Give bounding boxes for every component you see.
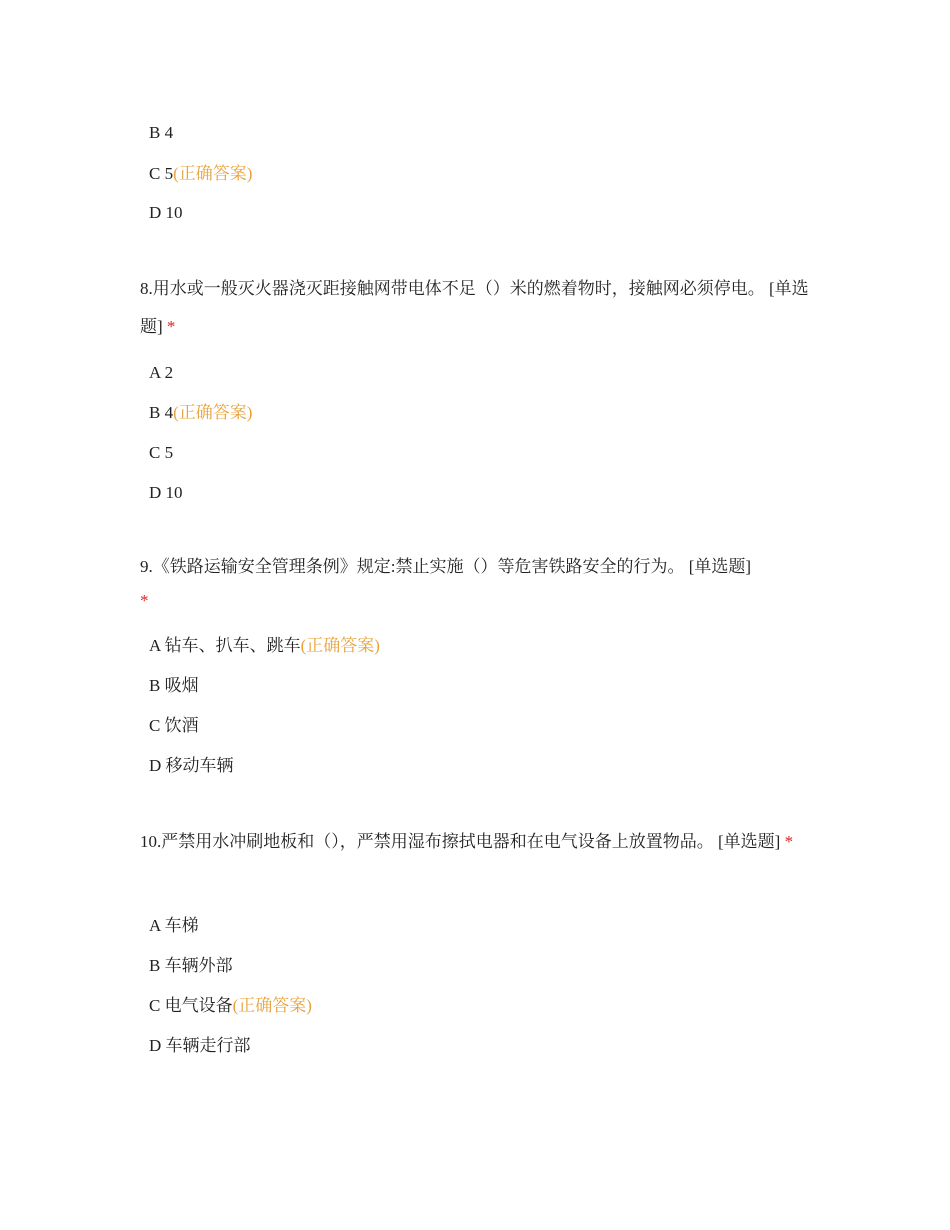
q9-option-b — [149, 674, 199, 698]
question-text: 10.严禁用水冲刷地板和（），严禁用湿布擦拭电器和在电气设备上放置物品。 [单选题] — [140, 832, 781, 851]
option-text: D 10 — [149, 483, 183, 502]
q10-option-b — [149, 954, 233, 978]
correct-answer-marker: (正确答案) — [173, 403, 253, 422]
option-text: D 10 — [149, 203, 183, 222]
correct-answer-marker: (正确答案) — [173, 164, 253, 183]
option-text: D 车辆走行部 — [149, 1036, 251, 1055]
question-10-title — [140, 823, 820, 861]
question-8-title — [140, 270, 820, 346]
q8-option-a — [149, 361, 173, 385]
required-marker: * — [166, 317, 176, 336]
q10-option-a — [149, 914, 199, 938]
q7-option-c — [149, 162, 252, 186]
q10-option-d — [149, 1034, 251, 1058]
required-marker: * — [784, 832, 794, 851]
option-text: A 钻车、扒车、跳车 — [149, 636, 301, 655]
required-marker: * — [140, 591, 149, 610]
option-text: B 4 — [149, 403, 174, 422]
option-text: C 电气设备 — [149, 996, 233, 1015]
option-text: B 吸烟 — [149, 676, 199, 695]
correct-answer-marker: (正确答案) — [232, 996, 312, 1015]
option-text: A 2 — [149, 363, 174, 382]
q8-option-c — [149, 441, 173, 465]
q9-option-c — [149, 714, 199, 738]
option-text: B 车辆外部 — [149, 956, 233, 975]
question-9-title — [140, 550, 820, 618]
q9-option-a — [149, 634, 380, 658]
question-text: 8.用水或一般灭火器浇灭距接触网带电体不足（）米的燃着物时，接触网必须停电。 [单选题] — [140, 279, 809, 336]
q10-option-c — [149, 994, 312, 1018]
option-text: D 移动车辆 — [149, 756, 234, 775]
option-text: A 车梯 — [149, 916, 199, 935]
option-text: B 4 — [149, 123, 174, 142]
q7-option-d — [149, 201, 183, 225]
q9-option-d — [149, 754, 234, 778]
option-text: C 饮酒 — [149, 716, 199, 735]
option-text: C 5 — [149, 443, 174, 462]
q8-option-d — [149, 481, 183, 505]
q8-option-b — [149, 401, 252, 425]
question-text: 9.《铁路运输安全管理条例》规定:禁止实施（）等危害铁路安全的行为。 [单选题] — [140, 557, 752, 576]
correct-answer-marker: (正确答案) — [300, 636, 380, 655]
q7-option-b — [149, 121, 173, 145]
option-text: C 5 — [149, 164, 174, 183]
